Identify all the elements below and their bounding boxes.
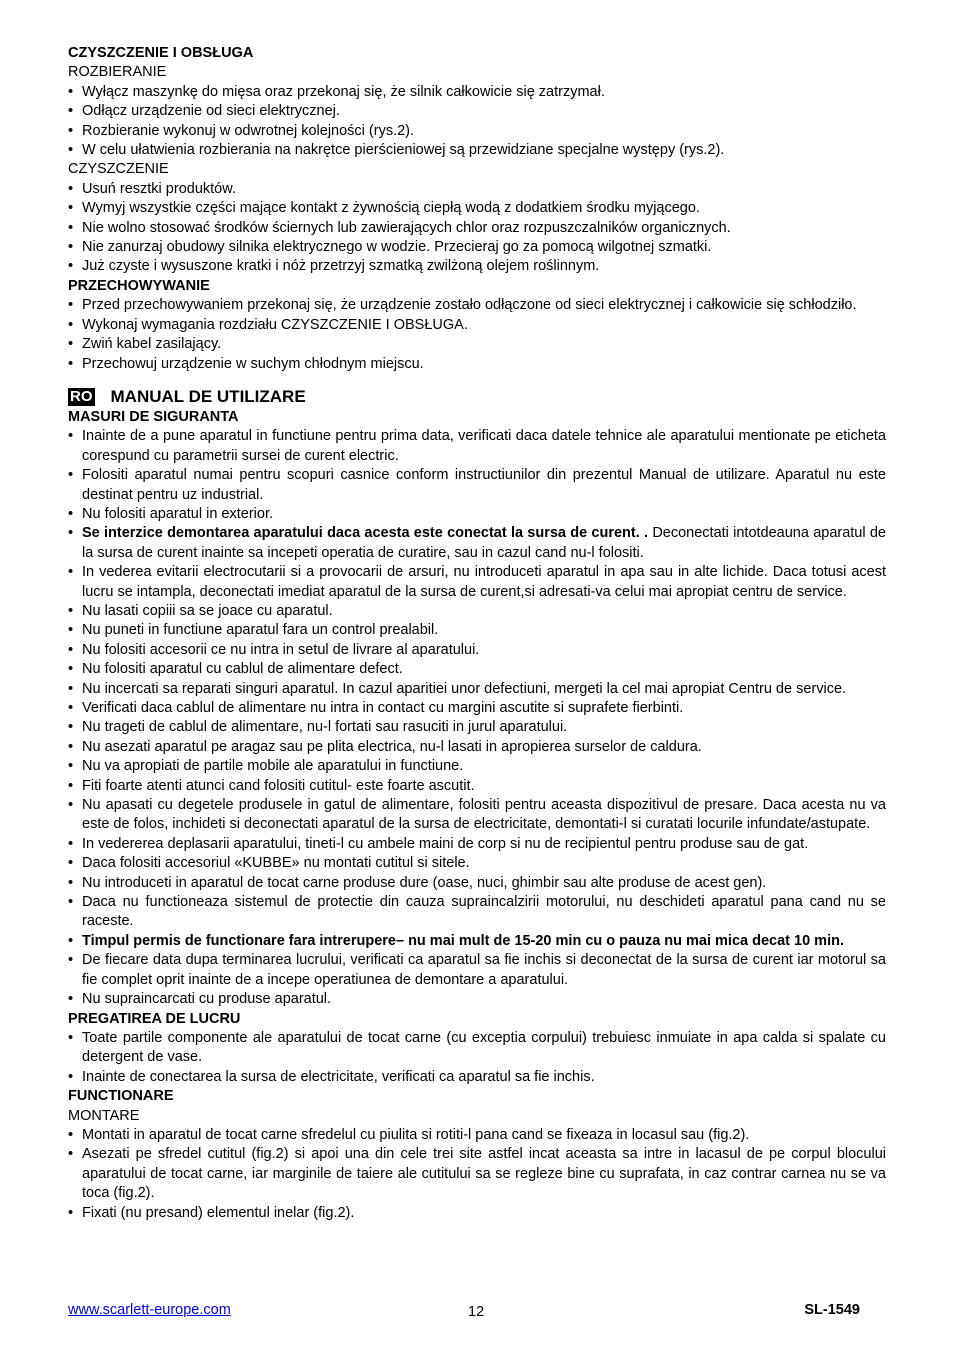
list-item — [68, 835, 886, 854]
list-item — [68, 505, 886, 524]
item-text: Nu folositi accesorii ce nu intra in setul de livrare al aparatului. — [82, 641, 480, 658]
item-text: In vedererea deplasarii aparatului, tineti-l cu ambele maini de corp si nu de recipientul pentru produse sau de gat. — [82, 835, 809, 852]
list-item — [68, 990, 886, 1009]
section-title-cleaning: CZYSZCZENIE I OBSŁUGA — [68, 45, 254, 61]
list-item: • Inainte de conectarea la sursa de electricitate, verificati ca aparatul sa fie inchis. — [68, 1068, 886, 1087]
manual-title: MANUAL DE UTILIZARE — [110, 387, 306, 407]
storage-list — [68, 296, 886, 374]
ro-header — [68, 386, 886, 408]
item-text: Verificati daca cablul de alimentare nu intra in contact cu margini ascutite si suprafete fierbinti. — [82, 700, 684, 716]
list-item: • Montati in aparatul de tocat carne sfredelul cu piulita si rotiti-l pana cand se fixeaza in locasul sau (fig.2). — [68, 1126, 886, 1145]
list-item — [68, 718, 886, 737]
list-item — [68, 893, 886, 932]
item-text: Nu supraincarcati cu produse aparatul. — [82, 991, 332, 1008]
list-item: • Wymyj wszystkie części mające kontakt z żywnością ciepłą wodą z dodatkiem środku myjącego. — [68, 199, 886, 218]
list-item — [68, 466, 886, 505]
list-item — [68, 738, 886, 757]
item-text: Nu puneti in functiune aparatul fara un control prealabil. — [82, 622, 439, 639]
list-item: • Wykonaj wymagania rozdziału CZYSZCZENIE I OBSŁUGA. — [68, 316, 886, 335]
subsection-title-cleaning: CZYSZCZENIE — [68, 161, 169, 178]
list-item: • Usuń resztki produktów. — [68, 180, 886, 199]
list-item: • Nie zanurzaj obudowy silnika elektrycznego w wodzie. Przecieraj go za pomocą wilgotnej szmatki. — [68, 238, 886, 257]
list-item: • Przechowuj urządzenie w suchym chłodnym miejscu. — [68, 355, 886, 374]
section-title-storage: PRZECHOWYWANIE — [68, 277, 210, 294]
disassembly-list — [68, 83, 886, 161]
list-item — [68, 777, 886, 796]
list-item — [68, 932, 886, 951]
page-number: 12 — [468, 1304, 485, 1320]
list-item — [68, 621, 886, 640]
item-text: Nu introduceti in aparatul de tocat carne produse dure (oase, nuci, ghimbir sau alte produse de acest gen). — [82, 874, 767, 891]
list-item: • Odłącz urządzenie od sieci elektrycznej. — [68, 102, 886, 121]
list-item — [68, 680, 886, 699]
document-page — [68, 44, 886, 1223]
section-title-safety: MASURI DE SIGURANTA — [68, 408, 239, 425]
item-text: Nu folositi aparatul cu cablul de alimentare defect. — [82, 661, 403, 678]
list-item: • W celu ułatwienia rozbierania na nakrętce pierścieniowej są przewidziane specjalne występy (rys.2). — [68, 141, 886, 160]
section-title-operation: FUNCTIONARE — [68, 1088, 174, 1105]
list-item: • Fixati (nu presand) elementul inelar (fig.2). — [68, 1204, 886, 1223]
list-item — [68, 563, 886, 602]
page-footer — [68, 1302, 860, 1322]
list-item — [68, 641, 886, 660]
list-item: • Przed przechowywaniem przekonaj się, że urządzenie zostało odłączone od sieci elektrycznej i całkowicie się schłodziło. — [68, 296, 886, 315]
bold-warning-text: Timpul permis de functionare fara intrerupere– nu mai mult de 15-20 min cu o pauza nu mai mica decat 10 min. — [82, 932, 844, 949]
list-item: • Rozbieranie wykonuj w odwrotnej kolejności (rys.2). — [68, 122, 886, 141]
list-item: • Asezati pe sfredel cutitul (fig.2) si apoi una din cele trei site astfel incat aceasta sa intre in lacasul de pe corpul blocului aparatului de tocat carne, iar marginile de taiere ale cutitului sa se regleze bine cu suprafata, in caz contrar carnea nu se va toca (fig.2). — [68, 1145, 886, 1203]
list-item: • Wyłącz maszynkę do mięsa oraz przekonaj się, że silnik całkowicie się zatrzymał. — [68, 83, 886, 102]
list-item — [68, 699, 886, 718]
list-item — [68, 874, 886, 893]
list-item: • Toate partile componente ale aparatului de tocat carne (cu exceptia corpului) trebuiesc inmuiate in apa calda si spalate cu detergent de vase. — [68, 1029, 886, 1068]
assembly-list — [68, 1126, 886, 1223]
list-item — [68, 951, 886, 990]
list-item — [68, 427, 886, 466]
list-item: • Nie wolno stosować środków ściernych lub zawierających chlor oraz rozpuszczalników organicznych. — [68, 219, 886, 238]
item-text: Daca nu functioneaza sistemul de protectie din cauza supraincalzirii motorului, nu deschideti aparatul pana cand nu se raceste. — [82, 894, 886, 930]
item-text: Folositi aparatul numai pentru scopuri casnice conform instructiunilor din prezentul Manual de utilizare. Aparatul nu este destinat pentru uz industrial. — [82, 467, 886, 503]
item-text: Daca folositi accesoriul «KUBBE» nu montati cutitul si sitele. — [82, 855, 470, 872]
list-item — [68, 524, 886, 563]
website-link[interactable]: www.scarlett-europe.com — [68, 1302, 231, 1318]
bold-warning-text: Se interzice demontarea aparatului daca acesta este conectat la sursa de curent. . — [82, 525, 649, 542]
list-item: • Zwiń kabel zasilający. — [68, 335, 886, 354]
subsection-title-disassembly: ROZBIERANIE — [68, 64, 167, 81]
list-item: • Już czyste i wysuszone kratki i nóż przetrzyj szmatką zwilżoną olejem roślinnym. — [68, 257, 886, 276]
prep-list — [68, 1029, 886, 1087]
item-text: Nu apasati cu degetele produsele in gatul de alimentare, folositi pentru aceasta dispozitivul de presare. Daca acesta nu va este de folos, inchideti si deconectati aparatul de la sursa de electricitate, demontati-l si curatati locurile infundate/astupate. — [82, 797, 886, 833]
item-text: Nu va apropiati de partile mobile ale aparatului in functiune. — [82, 758, 464, 775]
language-badge: RO — [70, 387, 93, 405]
subsection-title-assembly: MONTARE — [68, 1107, 140, 1124]
cleaning-list — [68, 180, 886, 277]
list-item — [68, 854, 886, 873]
item-text: Deconectati intotdeauna aparatul de la sursa de curent inainte sa incepeti operatia de curatire, sau in cazul cand nu-l folositi. — [82, 525, 886, 561]
safety-list — [68, 427, 886, 1009]
item-text: In vederea evitarii electrocutarii si a provocarii de arsuri, nu introduceti aparatul in apa sau in alte lichide. Daca totusi acest lucru se intampla, deconectati imediat aparatul de la sursa de curent,si adresati-va celui mai apropiat centru de service. — [82, 564, 886, 600]
list-item — [68, 602, 886, 621]
list-item — [68, 796, 886, 835]
item-text: Nu trageti de cablul de alimentare, nu-l fortati sau rasuciti in jurul aparatului. — [82, 719, 568, 736]
item-text: Nu asezati aparatul pe aragaz sau pe plita electrica, nu-l lasati in apropierea surselor de caldura. — [82, 738, 702, 755]
list-item — [68, 757, 886, 776]
item-text: Inainte de a pune aparatul in functiune pentru prima data, verificati daca datele tehnice ale aparatului mentionate pe eticheta corespund cu parametrii sursei de curent electric. — [82, 428, 886, 464]
item-text: Nu incercati sa reparati singuri aparatul. In cazul aparitiei unor defectiuni, mergeti la cel mai apropiat Centru de service. — [82, 680, 847, 697]
item-text: Nu folositi aparatul in exterior. — [82, 505, 274, 522]
item-text: De fiecare data dupa terminarea lucrului, verificati ca aparatul sa fie inchis si deconectat de la sursa de curent iar motorul sa fie complet oprit inainte de a incepe operatiunea de demontare a aparatului. — [82, 952, 886, 988]
item-text: Fiti foarte atenti atunci cand folositi cutitul- este foarte ascutit. — [82, 777, 475, 794]
item-text: Nu lasati copiii sa se joace cu aparatul. — [82, 602, 333, 619]
model-number: SL-1549 — [804, 1302, 860, 1318]
section-title-prep: PREGATIREA DE LUCRU — [68, 1010, 241, 1027]
list-item — [68, 660, 886, 679]
